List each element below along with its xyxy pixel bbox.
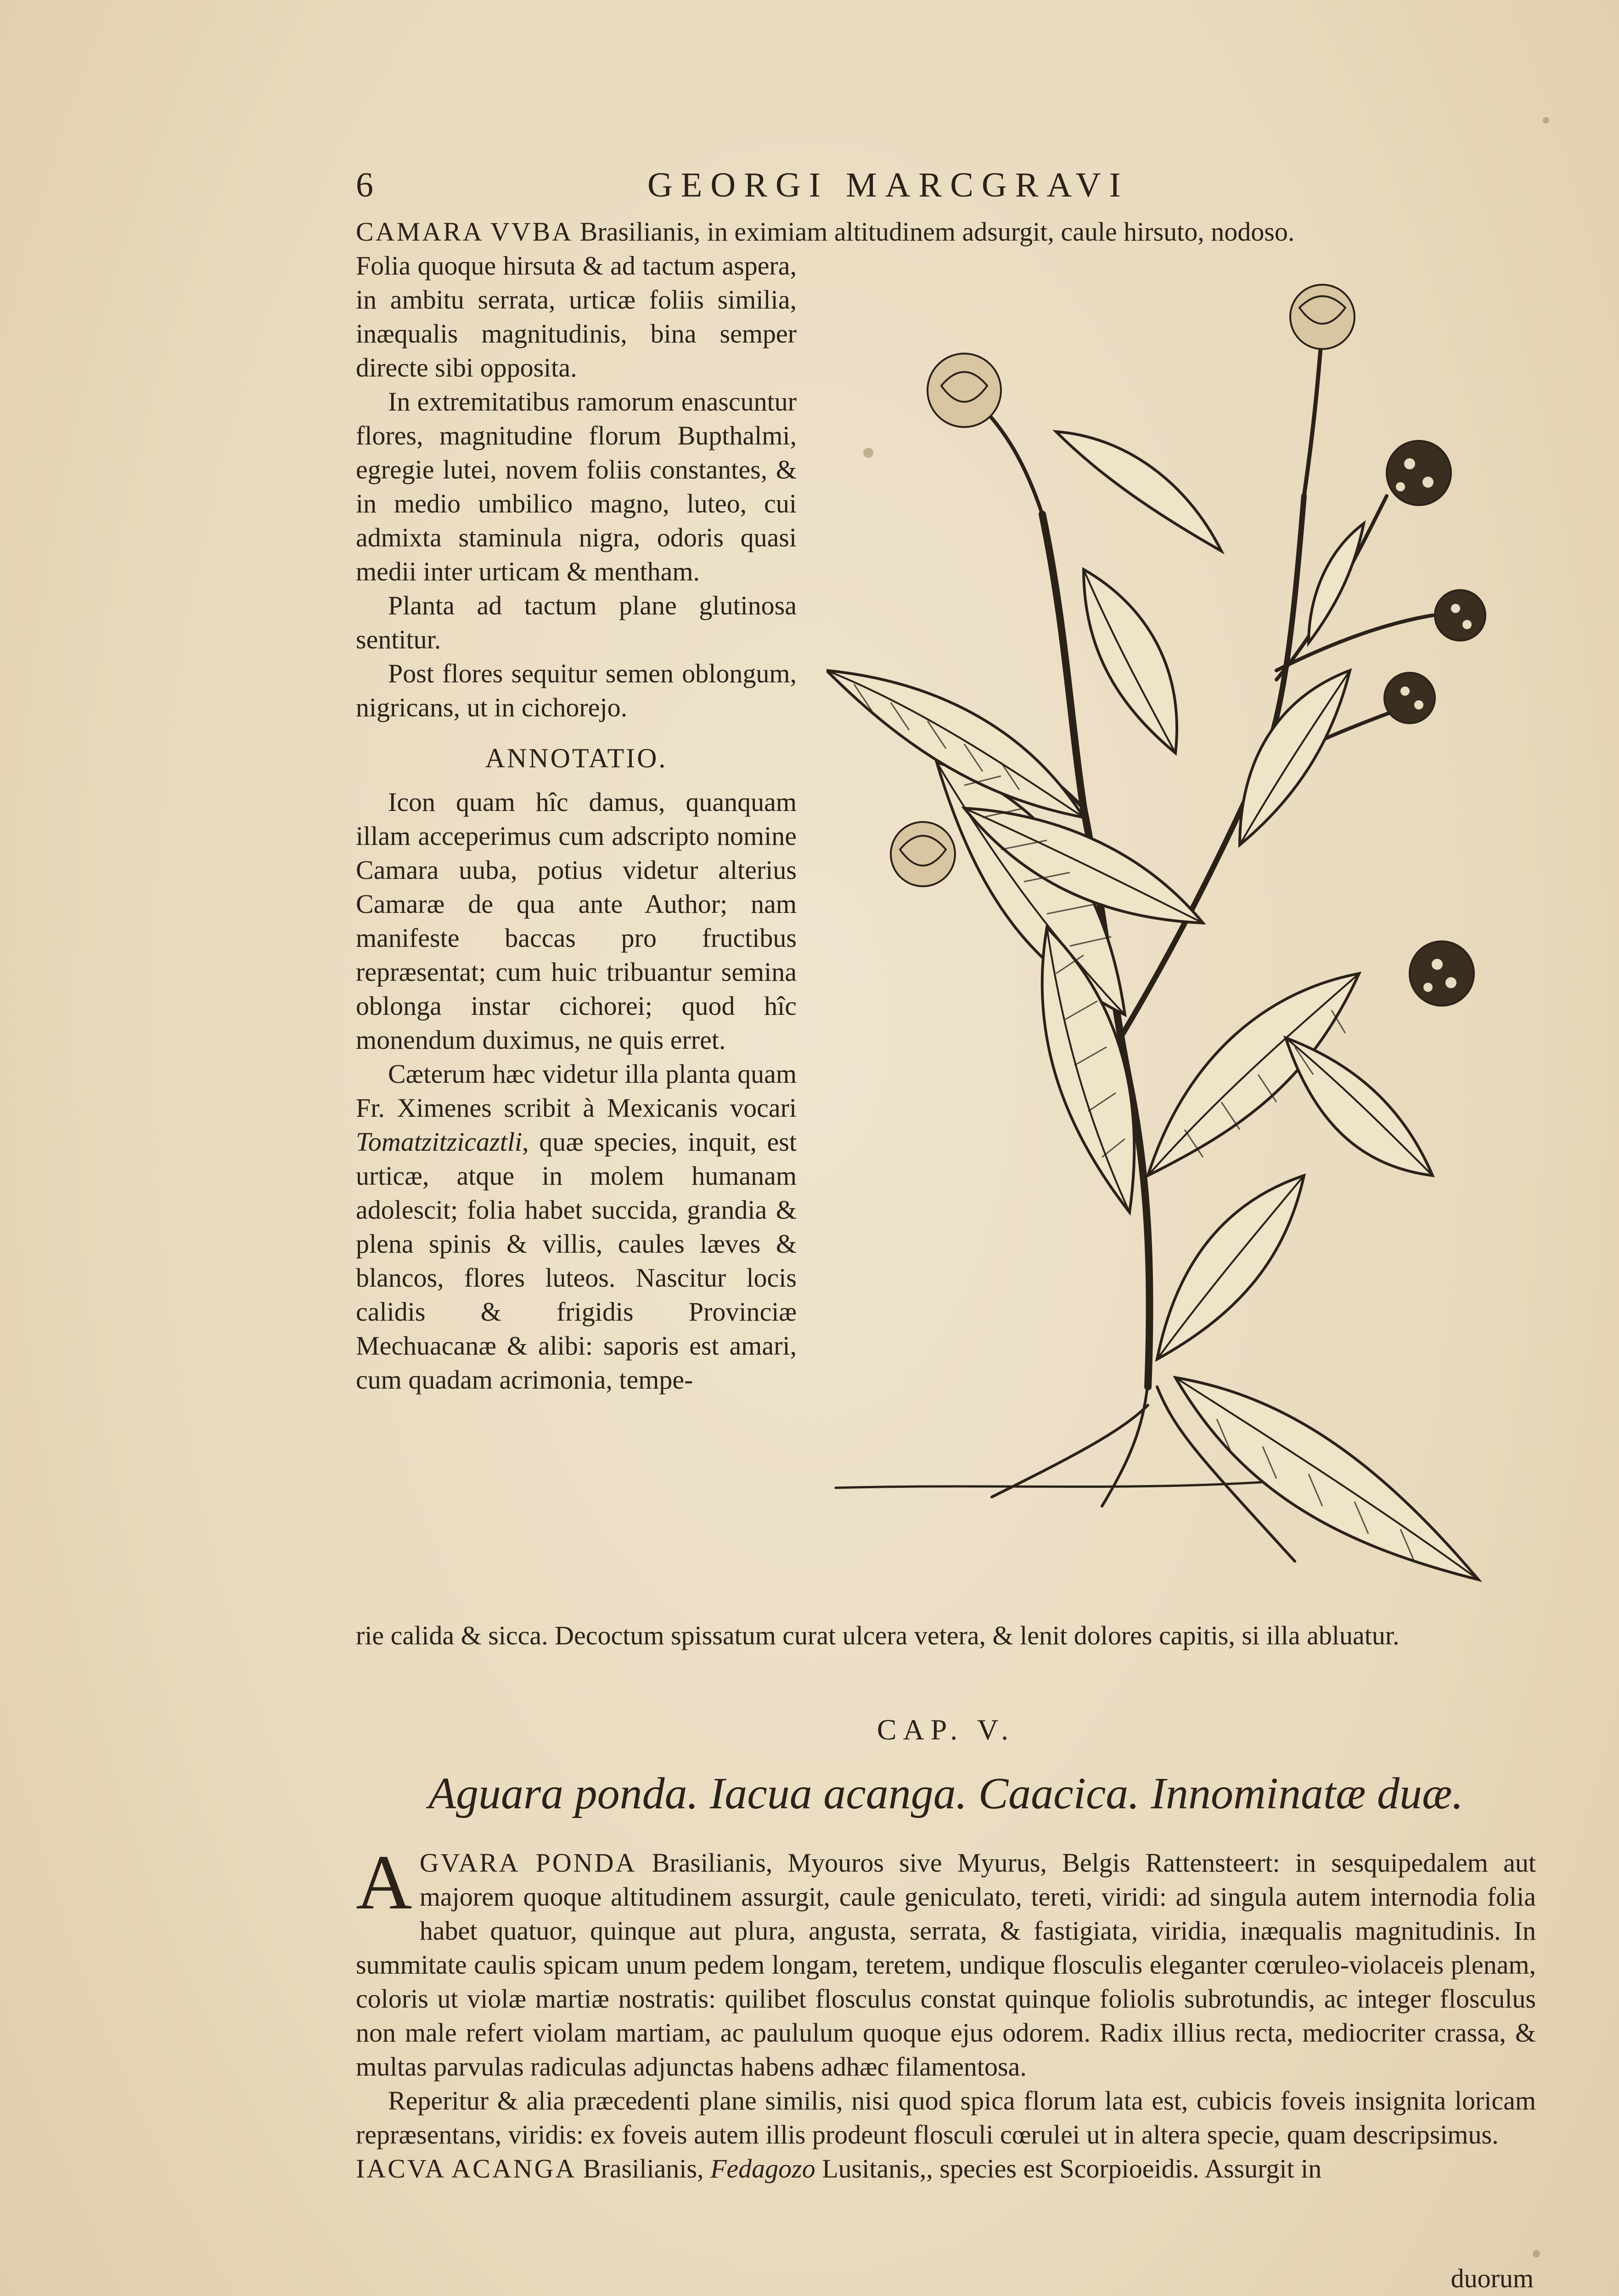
ink-spot	[1533, 2250, 1540, 2257]
camara-paragraph-3: Planta ad tactum plane glutinosa sentitur.	[356, 591, 797, 654]
chapter-number: CAP. V.	[877, 1713, 1015, 1746]
aguara-paragraph-1	[356, 1839, 1536, 2084]
catchword: duorum	[1450, 2263, 1534, 2293]
aguara-paragraph-2: Reperitur & alia præcedenti plane similis, nisi quod spica florum lata est, cubicis foveis insignita loricam repræsentans, viridis: ex foveis autem illis prodeunt flosculi cœrulei ut in altera specie, quam descripsimus.	[356, 2086, 1536, 2150]
camara-paragraph-1: Folia quoque hirsuta & ad tactum aspera, in ambitu serrata, urticæ foliis similia, inæqualis magnitudinis, bina semper directe sibi opposita.	[356, 251, 797, 383]
annotatio-heading: ANNOTATIO.	[485, 743, 668, 773]
aguara-paragraph-1-text: Brasilianis, Myouros sive Myurus, Belgis Rattensteert: in sesquipedalem aut majorem quoque altitudinem assurgit, caule geniculato, tereti, viridi: ad singula autem internodia folia habet quatuor, quinque aut plura, angusta, serrata, & fastigiata, viridia, inæqualis magnitudinis. In summitate caulis spicam unum pedem longam, teretem, undique flosculis eleganter cœruleo-violaceis plenam, coloris ut violæ martiæ nostratis: quilibet flosculus constat quinque foliolis subrotundis, ac integer flosculus non male refert violam martiam, ac paululum quoque ejus odorem. Radix illius recta, mediocriter crassa, & multas parvulas radiculas adjunctas habens adhæc filamentosa.	[356, 1848, 1536, 2082]
annotatio-p2-name: Tomatzitzicaztli	[356, 1127, 523, 1157]
annotatio-paragraph-1: Icon quam hîc damus, quanquam illam acceperimus cum adscripto nomine Camara uuba, potius videtur alterius Camaræ de qua ante Author; nam manifeste baccas pro fructibus repræsentat; cum huic tribuantur semina oblonga instar cichorei; quod hîc monendum duximus, ne quis erret.	[356, 787, 797, 1055]
running-head: GEORGI MARCGRAVI	[647, 166, 1129, 204]
iacua-paragraph	[356, 2152, 1536, 2186]
annotatio-p2-lead: Cæterum hæc videtur illa planta quam Fr. Ximenes scribit à Mexicanis vocari	[356, 1059, 797, 1123]
camara-paragraph-2: In extremitatibus ramorum enascuntur flores, magnitudine florum Bupthalmi, egregie lutei, novem foliis constantes, & in medio umbilico magno, luteo, cui admixta staminula nigra, odoris quasi medii inter urticam & mentham.	[356, 387, 797, 586]
ink-spot	[863, 448, 873, 458]
iacua-text-1: Brasilianis,	[583, 2154, 704, 2183]
page-number: 6	[356, 166, 377, 204]
annotatio-p2-rest: , quæ species, inquit, est urticæ, atque in molem humanam adolescit; folia habet succida, grandia & plena spinis & villis, caules læves & blancos, flores luteos. Nascitur locis calidis & frigidis Provinciæ Mechuacanæ & alibi: saporis est amari, cum quadam acrimonia, tempe-	[356, 1127, 797, 1395]
camara-lead-name: CAMARA VVBA	[356, 217, 573, 247]
iacua-lead-name: IACVA ACANGA	[356, 2154, 577, 2183]
annotatio-tail: rie calida & sicca. Decoctum spissatum curat ulcera vetera, & lenit dolores capitis, si illa abluatur.	[356, 1621, 1400, 1650]
aguara-section	[356, 1839, 1536, 2186]
ink-spot	[1543, 117, 1549, 124]
camara-first-line	[356, 215, 1536, 249]
iacua-name: Fedagozo	[710, 2154, 815, 2183]
chapter-title: Aguara ponda. Iacua acanga. Caacica. Innominatæ duæ.	[428, 1769, 1463, 1818]
annotatio-paragraph-2	[356, 1057, 797, 1397]
left-text-column	[356, 249, 797, 1397]
camara-paragraph-4: Post flores sequitur semen oblongum, nigricans, ut in cichorejo.	[356, 658, 797, 722]
aguara-lead-name: GVARA PONDA	[419, 1848, 637, 1878]
woodcut-plant-illustration	[826, 257, 1543, 1635]
drop-cap: A	[356, 1839, 412, 1925]
iacua-text-2: Lusitanis,, species est Scorpioeidis. Assurgit in	[822, 2154, 1322, 2183]
page-header	[356, 165, 1536, 211]
camara-first-line-text: Brasilianis, in eximiam altitudinem adsurgit, caule hirsuto, nodoso.	[579, 217, 1295, 247]
